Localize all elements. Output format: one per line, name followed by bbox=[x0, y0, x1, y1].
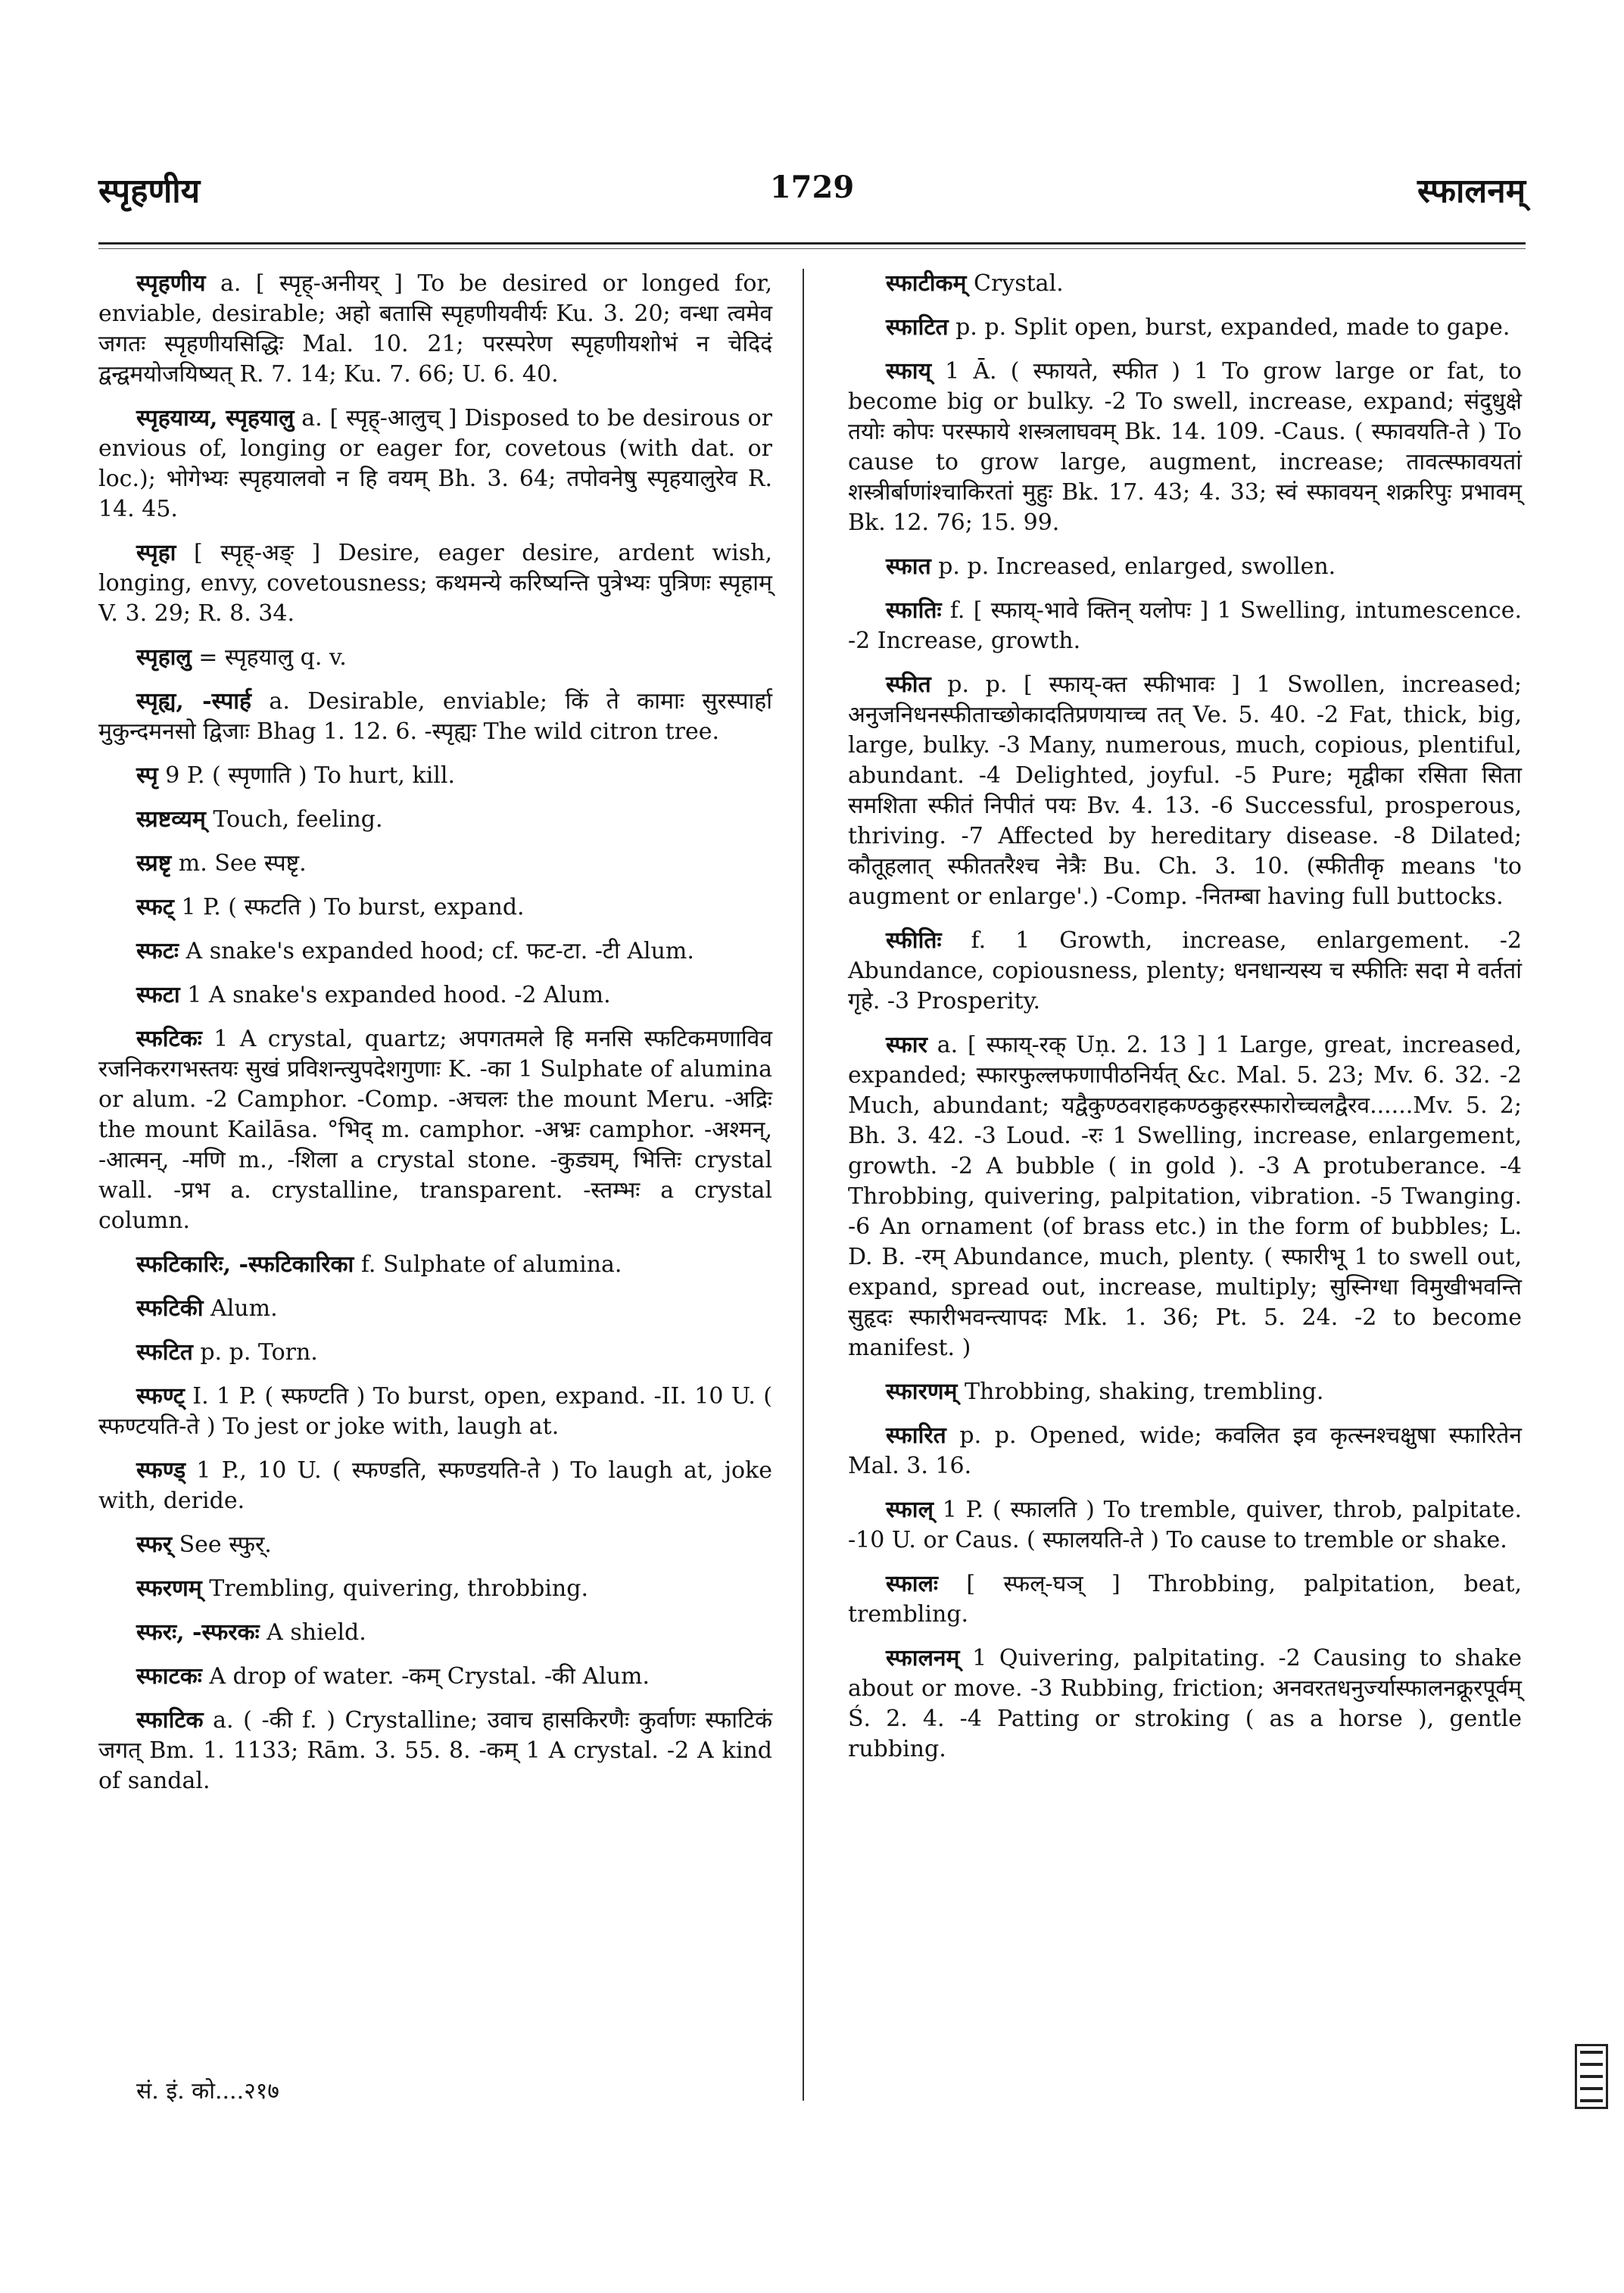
entry-headword: स्फारणम् bbox=[886, 1379, 958, 1405]
dictionary-entry bbox=[98, 1574, 772, 1604]
entry-definition: p. p. Split open, burst, expanded, made to gape. bbox=[948, 314, 1510, 341]
entry-definition: 1 Ā. ( स्फायते, स्फीत ) 1 To grow large or fat, to become big or bulky. -2 To swell, increase, expand; संदुधुक्षे तयोः कोपः परस्फाये शस्त्रलाघवम् Bk. 14. 109. -Caus. ( स्फावयति-ते ) To cause to grow large, augment, increase; तावत्स्फावयतां शस्त्रीर्बाणांश्चाकिरतां मुहुः Bk. 17. 43; 4. 33; स्वं स्फावयन् शक्ररिपुः प्रभावम् Bk. 12. 76; 15. 99. bbox=[848, 358, 1522, 536]
dictionary-entry bbox=[98, 1250, 772, 1280]
entry-definition: a. [ स्फाय्-रक् Uṇ. 2. 13 ] 1 Large, great, increased, expanded; स्फारफुल्लफणापीठनिर्यत् &c. Mal. 5. 23; Mv. 6. 32. -2 Much, abundant; यद्वैकुण्ठवराहकण्ठकुहरस्फारोच्चलद्वैरव......Mv. 5. 2; Bh. 3. 42. -3 Loud. -रः 1 Swelling, increase, enlargement, growth. -2 A bubble ( in gold ). -3 A protuberance. -4 Throbbing, quivering, palpitation, vibration. -5 Twanging. -6 An ornament (of brass etc.) in the form of bubbles; L. D. B. -रम् Abundance, much, plenty. ( स्फारीभू 1 to swell out, expand, spread out, increase, multiply; सुस्निग्धा विमुखीभवन्ति सुहृदः स्फारीभवन्त्यापदः Mk. 1. 36; Pt. 5. 24. -2 to become manifest. ) bbox=[848, 1032, 1522, 1361]
entry-definition: Throbbing, shaking, trembling. bbox=[957, 1379, 1324, 1405]
left-column bbox=[98, 269, 772, 1810]
dictionary-entry bbox=[98, 936, 772, 967]
page-header bbox=[98, 167, 1526, 220]
entry-headword: स्पृ bbox=[136, 762, 158, 789]
entry-definition: f. [ स्फाय्-भावे क्तिन् यलोपः ] 1 Swelling, intumescence. -2 Increase, growth. bbox=[848, 597, 1522, 654]
dictionary-entry bbox=[98, 1618, 772, 1648]
entry-headword: स्फात bbox=[886, 553, 931, 580]
entry-definition: A snake's expanded hood; cf. फट-टा. -टी Alum. bbox=[178, 938, 694, 964]
page-number: 1729 bbox=[769, 170, 855, 205]
entry-definition: Crystal. bbox=[966, 270, 1064, 297]
entry-headword: स्फाल् bbox=[886, 1497, 934, 1523]
dictionary-entry bbox=[848, 1377, 1522, 1407]
entry-definition: f. 1 Growth, increase, enlargement. -2 Abundance, copiousness, plenty; धनधान्यस्य च स्फीतिः सदा मे वर्ततां गृहे. -3 Prosperity. bbox=[848, 927, 1522, 1014]
dictionary-entry bbox=[848, 1495, 1522, 1556]
header-rule-thin bbox=[98, 248, 1526, 249]
thumb-index-ornament bbox=[1575, 2044, 1608, 2109]
dictionary-entry bbox=[98, 805, 772, 835]
dictionary-entry bbox=[98, 538, 772, 629]
entry-headword: स्फर् bbox=[136, 1531, 173, 1558]
dictionary-entry bbox=[848, 357, 1522, 538]
dictionary-entry bbox=[98, 761, 772, 791]
dictionary-entry bbox=[848, 1030, 1522, 1363]
entry-definition: a. [ स्पृह्-अनीयर् ] To be desired or longed for, enviable, desirable; अहो बतासि स्पृहणीयवीर्यः Ku. 3. 20; वन्धा त्वमेव जगतः स्पृहणीयसिद्धिः Mal. 10. 21; परस्परेण स्पृहणीयशोभं न चेदिदं द्वन्द्वमयोजयिष्यत् R. 7. 14; Ku. 7. 66; U. 6. 40. bbox=[98, 270, 772, 388]
entry-definition: 1 A crystal, quartz; अपगतमले हि मनसि स्फटिकमणाविव रजनिकरगभस्तयः सुखं प्रविशन्त्युपदेशगुणाः K. -का 1 Sulphate of alumina or alum. -2 Camphor. -Comp. -अचलः the mount Meru. -अद्रिः the mount Kailāsa. °भिद् m. camphor. -अभ्रः camphor. -अश्मन्, -आत्मन्, -मणि m., -शिला a crystal stone. -कुड्यम्, भित्तिः crystal wall. -प्रभ a. crystalline, transparent. -स्तम्भः a crystal column. bbox=[98, 1026, 772, 1234]
entry-definition: p. p. Torn. bbox=[192, 1339, 318, 1366]
entry-headword: स्फण्ड् bbox=[136, 1457, 186, 1484]
entry-definition: a. ( -की f. ) Crystalline; उवाच हासकिरणैः कुर्वाणः स्फाटिकं जगत् Bm. 1. 1133; Rām. 3. 55. 8. -कम् 1 A crystal. -2 A kind of sandal. bbox=[98, 1707, 772, 1794]
dictionary-entry bbox=[98, 980, 772, 1011]
entry-headword: स्फटः bbox=[136, 938, 179, 964]
entry-definition: a. [ स्पृह्-आलुच् ] Disposed to be desirous or envious of, longing or eager for, covetous (with dat. or loc.); भोगेभ्यः स्पृहयालवो न हि वयम् Bh. 3. 64; तपोवनेषु स्पृहयालुरेव R. 14. 45. bbox=[98, 405, 772, 522]
dictionary-entry bbox=[98, 849, 772, 879]
entry-definition: Alum. bbox=[203, 1295, 278, 1322]
entry-headword: स्फटिकः bbox=[136, 1026, 202, 1052]
left-running-headword: स्पृहणीय bbox=[98, 172, 201, 210]
dictionary-entry bbox=[98, 1456, 772, 1516]
dictionary-entry bbox=[98, 1338, 772, 1368]
right-column bbox=[848, 269, 1522, 1778]
dictionary-entry bbox=[98, 1706, 772, 1796]
entry-headword: स्पृहालु bbox=[136, 644, 192, 671]
dictionary-entry bbox=[848, 926, 1522, 1017]
entry-headword: स्फाटित bbox=[886, 314, 949, 341]
entry-definition: A shield. bbox=[259, 1619, 366, 1646]
dictionary-entry bbox=[848, 670, 1522, 912]
dictionary-entry bbox=[98, 1662, 772, 1692]
entry-definition: 1 P., 10 U. ( स्फण्डति, स्फण्डयति-ते ) To laugh at, joke with, deride. bbox=[98, 1457, 772, 1514]
entry-definition: 1 P. ( स्फटति ) To burst, expand. bbox=[173, 894, 525, 921]
entry-headword: स्फटिकी bbox=[136, 1295, 204, 1322]
entry-headword: स्फातिः bbox=[886, 597, 942, 624]
dictionary-entry bbox=[98, 1024, 772, 1236]
entry-definition: Trembling, quivering, throbbing. bbox=[201, 1575, 588, 1602]
dictionary-entry bbox=[98, 269, 772, 390]
entry-headword: स्पृहणीय bbox=[136, 270, 206, 297]
entry-headword: स्फारित bbox=[886, 1422, 946, 1449]
dictionary-entry bbox=[848, 1421, 1522, 1481]
dictionary-entry bbox=[98, 643, 772, 673]
entry-headword: स्फाटीकम् bbox=[886, 270, 967, 297]
entry-headword: स्फार bbox=[886, 1032, 927, 1058]
entry-definition: [ स्फल्-घञ् ] Throbbing, palpitation, beat, trembling. bbox=[848, 1571, 1522, 1628]
dictionary-entry bbox=[848, 1643, 1522, 1765]
entry-definition: 1 A snake's expanded hood. -2 Alum. bbox=[179, 982, 611, 1008]
dictionary-entry bbox=[848, 596, 1522, 656]
entry-definition: [ स्पृह्-अङ् ] Desire, eager desire, ardent wish, longing, envy, covetousness; कथमन्ये करिष्यन्ति पुत्रेभ्यः पुत्रिणः स्पृहाम् V. 3. 29; R. 8. 34. bbox=[98, 540, 772, 627]
entry-headword: स्फट् bbox=[136, 894, 174, 921]
entry-headword: स्फटा bbox=[136, 982, 180, 1008]
entry-definition: 9 P. ( स्पृणाति ) To hurt, kill. bbox=[157, 762, 456, 789]
entry-headword: स्पृहा bbox=[136, 540, 176, 566]
entry-headword: स्फीतिः bbox=[886, 927, 942, 954]
entry-headword: स्फरः, -स्फरकः bbox=[136, 1619, 260, 1646]
entry-definition: A drop of water. -कम् Crystal. -की Alum. bbox=[201, 1663, 650, 1690]
column-divider bbox=[803, 269, 804, 2101]
entry-headword: स्प्रष्टृ bbox=[136, 850, 172, 877]
entry-definition: I. 1 P. ( स्फण्टति ) To burst, open, expand. -II. 10 U. ( स्फण्टयति-ते ) To jest or joke with, laugh at. bbox=[98, 1383, 772, 1440]
dictionary-entry bbox=[848, 552, 1522, 582]
entry-definition: Touch, feeling. bbox=[205, 806, 383, 833]
entry-definition: 1 P. ( स्फालति ) To tremble, quiver, throb, palpitate. -10 U. or Caus. ( स्फालयति-ते ) To cause to tremble or shake. bbox=[848, 1497, 1522, 1553]
entry-headword: स्फालनम् bbox=[886, 1645, 960, 1671]
printer-signature: सं. इं. को....२१७ bbox=[136, 2078, 279, 2105]
entry-headword: स्फालः bbox=[886, 1571, 938, 1597]
entry-definition: p. p. [ स्फाय्-क्त स्फीभावः ] 1 Swollen, increased; अनुजनिधनस्फीताच्छोकादतिप्रणयाच्च तत् Ve. 5. 40. -2 Fat, thick, big, large, bulky. -3 Many, numerous, much, copious, plentiful, abundant. -4 Delighted, joyful. -5 Pure; मृद्वीका रसिता सिता समशिता स्फीतं निपीतं पयः Bv. 4. 13. -6 Successful, prosperous, thriving. -7 Affected by hereditary disease. -8 Dilated; कौतूहलात् स्फीततरैश्च नेत्रैः Bu. Ch. 3. 10. (स्फीतीकृ means 'to augment or enlarge'.) -Comp. -नितम्बा having full buttocks. bbox=[848, 671, 1522, 910]
entry-headword: स्फाटिक bbox=[136, 1707, 204, 1734]
entry-definition: 1 Quivering, palpitating. -2 Causing to shake about or move. -3 Rubbing, friction; अनवरतधनुर्ज्यास्फालनक्रूरपूर्वम् Ś. 2. 4. -4 Patting or stroking ( as a horse ), gentle rubbing. bbox=[848, 1645, 1522, 1762]
entry-definition: m. See स्पष्टृ. bbox=[171, 850, 307, 877]
entry-headword: स्पृहयाय्य, स्पृहयालु bbox=[136, 405, 295, 431]
dictionary-entry bbox=[98, 403, 772, 525]
entry-headword: स्फण्ट् bbox=[136, 1383, 185, 1410]
dictionary-entry bbox=[848, 269, 1522, 299]
header-rule bbox=[98, 242, 1526, 245]
dictionary-entry bbox=[98, 687, 772, 747]
entry-headword: स्फाय् bbox=[886, 358, 931, 385]
dictionary-entry bbox=[848, 1569, 1522, 1630]
entry-headword: स्पृह्य, -स्पार्ह bbox=[136, 688, 251, 715]
entry-headword: स्फटित bbox=[136, 1339, 193, 1366]
entry-definition: See स्फुर्. bbox=[172, 1531, 272, 1558]
dictionary-entry bbox=[98, 1382, 772, 1442]
dictionary-entry bbox=[98, 1530, 772, 1560]
right-running-headword: स्फालनम् bbox=[1417, 172, 1526, 210]
entry-headword: स्फाटकः bbox=[136, 1663, 202, 1690]
dictionary-entry bbox=[848, 313, 1522, 343]
entry-definition: p. p. Opened, wide; कवलित इव कृत्स्नश्चक्षुषा स्फारितेन Mal. 3. 16. bbox=[848, 1422, 1522, 1479]
entry-definition: = स्पृहयालु q. v. bbox=[191, 644, 347, 671]
entry-headword: स्फरणम् bbox=[136, 1575, 202, 1602]
entry-definition: f. Sulphate of alumina. bbox=[354, 1251, 622, 1278]
entry-headword: स्फीत bbox=[886, 671, 931, 698]
entry-headword: स्फटिकारिः, -स्फटिकारिका bbox=[136, 1251, 354, 1278]
dictionary-entry bbox=[98, 893, 772, 923]
entry-headword: स्प्रष्टव्यम् bbox=[136, 806, 206, 833]
entry-definition: p. p. Increased, enlarged, swollen. bbox=[930, 553, 1336, 580]
dictionary-entry bbox=[98, 1294, 772, 1324]
entry-definition: a. Desirable, enviable; किं ते कामाः सुरस्पार्हा मुकुन्दमनसो द्विजाः Bhag 1. 12. 6. -स्पृह्यः The wild citron tree. bbox=[98, 688, 772, 745]
